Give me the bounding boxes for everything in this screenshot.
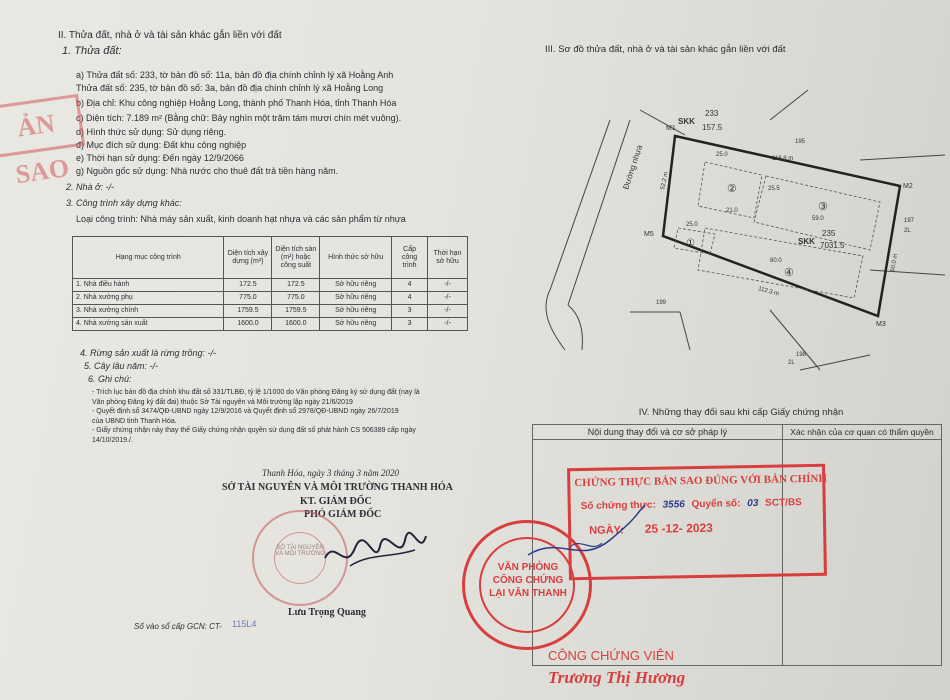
issuing-organization: SỞ TÀI NGUYÊN VÀ MÔI TRƯỜNG THANH HÓA (222, 482, 453, 493)
parcel2-number: 235 (822, 229, 836, 238)
notary-seal-line: LẠI VĂN THANH (489, 588, 567, 599)
land-plot-diagram (540, 50, 950, 380)
dim-bottom: 112.3 m (757, 286, 780, 298)
table-cell: 172.5 (224, 279, 272, 292)
parcel1-area: 157.5 (702, 123, 723, 132)
notary-seal-line: VĂN PHÒNG (497, 562, 559, 573)
notary-signature-stroke (520, 495, 650, 575)
usage-origin-line: g) Nguồn gốc sử dụng: Nhà nước cho thuê đất trả tiền hàng năm. (76, 166, 339, 176)
table-cell: 4 (392, 292, 428, 305)
table-cell: 1759.5 (224, 305, 272, 318)
notes-block (92, 388, 420, 445)
construction-type: Loại công trình: Nhà máy sản xuất, kinh doanh hạt nhựa và các sản phẩm từ nhựa (76, 214, 406, 224)
house-section: 2. Nhà ở: -/- (66, 182, 114, 192)
cert-date-label: NGÀY: (589, 524, 624, 537)
neighbour-2l-a: 2L (904, 228, 911, 234)
dim-top: 118.8 m (772, 156, 794, 162)
section-iii-title: III. Sơ đồ thửa đất, nhà ở và tài sản khác gắn liền với đất (545, 44, 786, 55)
table-cell: 172.5 (272, 279, 320, 292)
note-line: Văn phòng Đăng ký đất đai) thuộc Sở Tài nguyên và Môi trường lập ngày 21/6/2019 (92, 398, 353, 406)
notary-seal-line: CÔNG CHỨNG (492, 575, 564, 586)
cert-number-label: Số chứng thực: (580, 499, 656, 513)
construction-table (72, 236, 468, 331)
cert-title: CHỨNG THỰC BẢN SAO ĐÚNG VỚI BẢN CHÍNH (574, 472, 828, 490)
table-cell: 1600.0 (272, 318, 320, 331)
table-cell: 4 (392, 279, 428, 292)
neighbour-195: 195 (795, 139, 806, 145)
table-cell: Sở hữu riêng (320, 279, 392, 292)
parcel1-number: 233 (705, 109, 719, 118)
dim-right: 60.0 m (890, 253, 900, 273)
usage-term-line: e) Thời hạn sử dụng: Đến ngày 12/9/2066 (76, 153, 244, 163)
table-cell: -/- (428, 279, 468, 292)
gcn-handwritten: 115L4 (232, 619, 257, 629)
inner-dim-6: 25.5 (768, 186, 780, 192)
table-header: Diện tích sàn (m²) hoặc công suất (272, 237, 320, 279)
table-row (73, 292, 468, 305)
plot-number-a: a) Thửa đất số: 233, tờ bản đồ số: 11a, bản đồ địa chính chỉnh lý xã Hoằng Anh (76, 70, 394, 80)
table-header: Thời hạn sở hữu (428, 237, 468, 279)
parcel2-area: 7031.5 (820, 241, 845, 250)
table-cell: 3. Nhà xưởng chính (73, 305, 224, 318)
table-cell: Sở hữu riêng (320, 318, 392, 331)
neighbour-199: 199 (656, 300, 667, 306)
table-cell: 775.0 (272, 292, 320, 305)
marker-m1: M1 (666, 125, 676, 132)
inner-dim-5: 25.0 (686, 222, 698, 228)
usage-purpose-line: đ) Mục đích sử dụng: Đất khu công nghiệp (76, 140, 247, 150)
plot-number-a2: Thửa đất số: 235, tờ bản đồ số: 3a, bản đồ địa chính chỉnh lý xã Hoằng Long (76, 83, 384, 93)
cert-number-value: 3556 (662, 499, 685, 511)
usage-form-line: d) Hình thức sử dụng: Sử dụng riêng. (76, 127, 227, 137)
cert-date-value: 25 -12- 2023 (644, 520, 713, 536)
note-line: 14/10/2019./. (92, 436, 133, 444)
table-cell: -/- (428, 305, 468, 318)
table-cell: Sở hữu riêng (320, 305, 392, 318)
gcn-register: Số vào sổ cấp GCN: CT- (134, 622, 222, 631)
area-line: c) Diện tích: 7.189 m² (Bằng chữ: Bảy nghìn một trăm tám mươi chín mét vuông). (76, 113, 402, 123)
parcel1-code: SKK (678, 117, 695, 126)
deputy-director: PHÓ GIÁM ĐỐC (304, 509, 382, 520)
neighbour-198: 198 (796, 352, 807, 358)
department-seal-text: SỞ TÀI NGUYÊN VÀ MÔI TRƯỜNG (274, 532, 326, 584)
building-label-2: ② (727, 183, 737, 195)
note-line: - Trích lục bản đồ địa chính khu đất số 331/TLBĐ, tỷ lệ 1/1000 do Văn phòng Đăng ký sử dụng đất (nay là (92, 389, 420, 396)
table-header: Cấp công trình (392, 237, 428, 279)
perennial-section: 5. Cây lâu năm: -/- (84, 361, 159, 371)
table-cell: 3 (392, 318, 428, 331)
note-line: - Giấy chứng nhận này thay thế Giấy chứng nhận quyền sử dụng đất số phát hành CS 506389 cấp ngày (92, 427, 416, 434)
dim-left: 52.2 m (660, 171, 670, 191)
notary-name: Trương Thị Hương (548, 668, 686, 687)
director-signature (320, 528, 430, 578)
table-row (73, 318, 468, 331)
table-cell: 1600.0 (224, 318, 272, 331)
signer-name: Lưu Trọng Quang (288, 607, 366, 618)
table-header-row (73, 237, 468, 279)
table-row (73, 279, 468, 292)
issue-date: Thanh Hóa, ngày 3 tháng 3 năm 2020 (262, 468, 399, 478)
land-plot-heading: 1. Thửa đất: (62, 45, 122, 57)
table-cell: 1759.5 (272, 305, 320, 318)
note-line: của UBND tỉnh Thanh Hóa. (92, 417, 177, 425)
table-cell: -/- (428, 292, 468, 305)
marker-m5: M5 (644, 231, 654, 238)
note-line: - Quyết định số 3474/QĐ-UBND ngày 12/9/2016 và Quyết định số 2978/QĐ-UBND ngày 26/7/2019 (92, 408, 399, 415)
neighbour-197: 197 (904, 218, 915, 224)
table-cell: 1. Nhà điều hành (73, 279, 224, 292)
notary-title: CÔNG CHỨNG VIÊN (548, 648, 674, 663)
changes-col-content: Nội dung thay đổi và cơ sở pháp lý (533, 425, 783, 440)
table-cell: 4. Nhà xưởng sản xuất (73, 318, 224, 331)
section-iv-title: IV. Những thay đổi sau khi cấp Giấy chứng nhận (638, 407, 844, 418)
inner-dim-3: 59.0 (812, 216, 824, 222)
building-label-3: ③ (818, 201, 828, 213)
forest-section: 4. Rừng sản xuất là rừng trồng: -/- (80, 348, 216, 358)
road-label: Đường nhựa (621, 143, 645, 191)
table-row (73, 305, 468, 318)
section-ii-title: II. Thửa đất, nhà ở và tài sản khác gắn liền với đất (58, 30, 282, 41)
inner-dim-1: 25.0 (716, 152, 728, 158)
table-header: Hạng mục công trình (73, 237, 224, 279)
cert-book-label: Quyển số: (691, 498, 741, 511)
table-cell: 3 (392, 305, 428, 318)
changes-col-confirmation: Xác nhận của cơ quan có thẩm quyền (783, 425, 942, 440)
address-line: b) Địa chỉ: Khu công nghiệp Hoằng Long, thành phố Thanh Hóa, tỉnh Thanh Hóa (76, 98, 397, 108)
table-header: Hình thức sở hữu (320, 237, 392, 279)
table-header: Diện tích xây dựng (m²) (224, 237, 272, 279)
marker-m2: M2 (903, 183, 913, 190)
inner-dim-2: 21.0 (726, 208, 738, 214)
table-cell: Sở hữu riêng (320, 292, 392, 305)
building-label-1: ① (686, 238, 695, 249)
table-cell: 2. Nhà xưởng phụ (73, 292, 224, 305)
building-label-4: ④ (784, 267, 794, 279)
notes-section: 6. Ghi chú: (88, 374, 132, 384)
neighbour-2l-b: 2L (788, 360, 795, 366)
construction-section: 3. Công trình xây dựng khác: (66, 198, 182, 208)
marker-m3: M3 (876, 321, 886, 328)
parcel2-code: SKK (798, 237, 815, 246)
cert-book-value: 03 (747, 497, 759, 510)
kt-director: KT. GIÁM ĐỐC (300, 496, 372, 507)
table-cell: 775.0 (224, 292, 272, 305)
cert-suffix: SCT/BS (765, 497, 802, 509)
inner-dim-4: 80.0 (770, 258, 782, 264)
copy-stamp: ẢN SAO (0, 94, 85, 158)
table-cell: -/- (428, 318, 468, 331)
